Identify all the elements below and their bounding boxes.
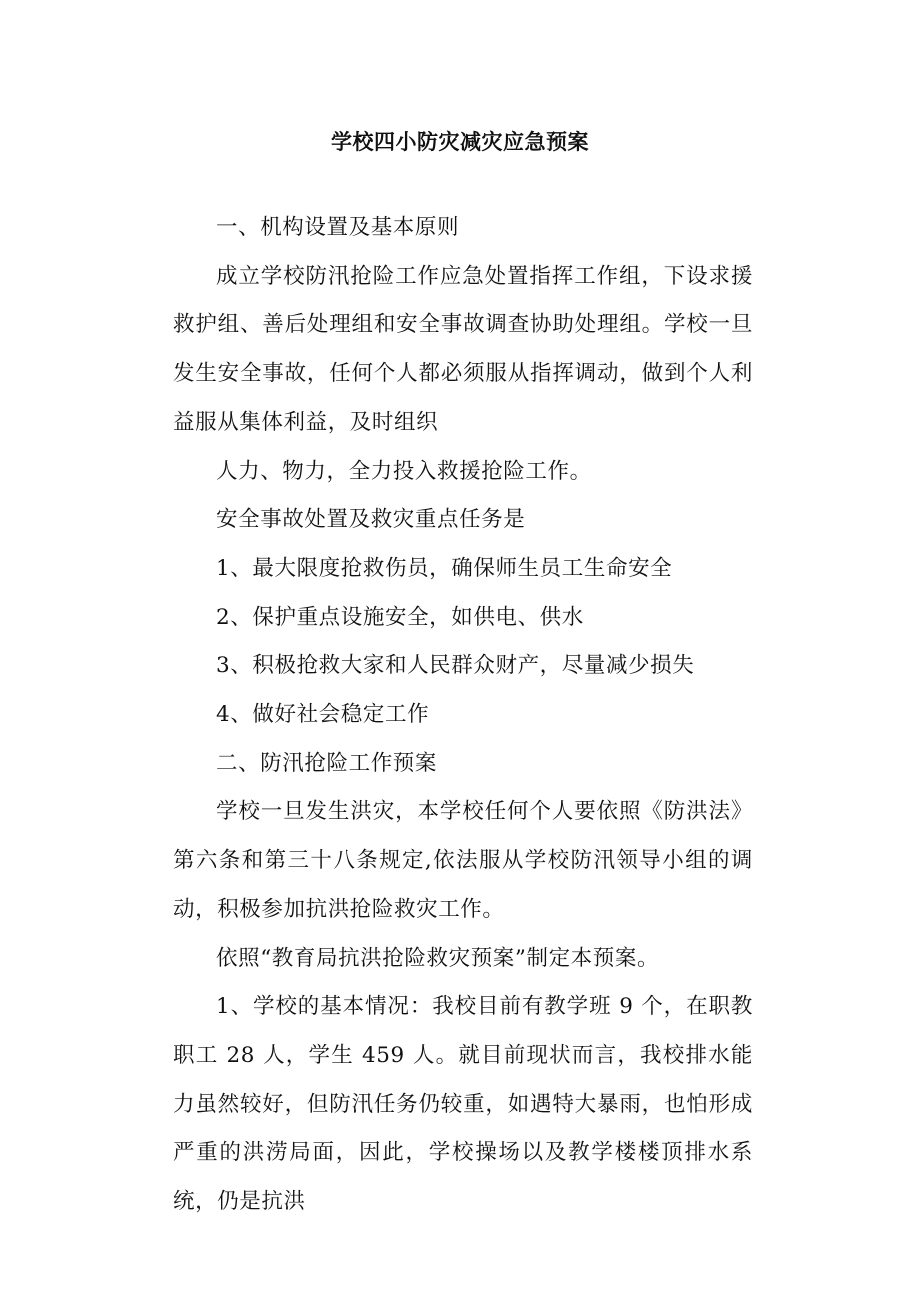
paragraph-key-tasks-intro: 安全事故处置及救灾重点任务是 bbox=[216, 507, 526, 533]
document-title: 学校四小防灾减灾应急预案 bbox=[331, 129, 589, 154]
section-heading-flood-plan: 二、防汛抢险工作预案 bbox=[216, 750, 438, 776]
paragraph-plan-basis: 依照“教育局抗洪抢险救灾预案”制定本预案。 bbox=[216, 945, 660, 971]
section-heading-organization: 一、机构设置及基本原则 bbox=[216, 215, 460, 240]
list-item-task-4: 4、做好社会稳定工作 bbox=[216, 702, 430, 728]
list-item-task-3: 3、积极抢救大家和人民群众财产，尽量减少损失 bbox=[216, 653, 695, 679]
list-item-task-2: 2、保护重点设施安全，如供电、供水 bbox=[216, 604, 584, 630]
paragraph-flood-law: 学校一旦发生洪灾，本学校任何个人要依照《防洪法》第六条和第三十八条规定,依法服从学校防汛领导小组的调动，积极参加抗洪抢险救灾工作。 bbox=[173, 799, 753, 922]
paragraph-school-situation: 1、学校的基本情况：我校目前有教学班 9 个，在职教职工 28 人，学生 459 人。就目前现状而言，我校排水能力虽然较好，但防汛任务仍较重，如遇特大暴雨，也怕形成严重的洪涝局面，因此，学校操场以及教学楼楼顶排水系统，仍是抗洪 bbox=[173, 994, 753, 1215]
list-item-task-1: 1、最大限度抢救伤员，确保师生员工生命安全 bbox=[216, 555, 673, 581]
paragraph-command-group: 成立学校防汛抢险工作应急处置指挥工作组，下设求援救护组、善后处理组和安全事故调查协助处理组。学校一旦发生安全事故，任何个人都必须服从指挥调动，做到个人利益服从集体利益，及时组织 bbox=[173, 263, 753, 435]
paragraph-rescue-work: 人力、物力，全力投入救援抢险工作。 bbox=[216, 458, 592, 484]
document-body bbox=[173, 204, 753, 1227]
